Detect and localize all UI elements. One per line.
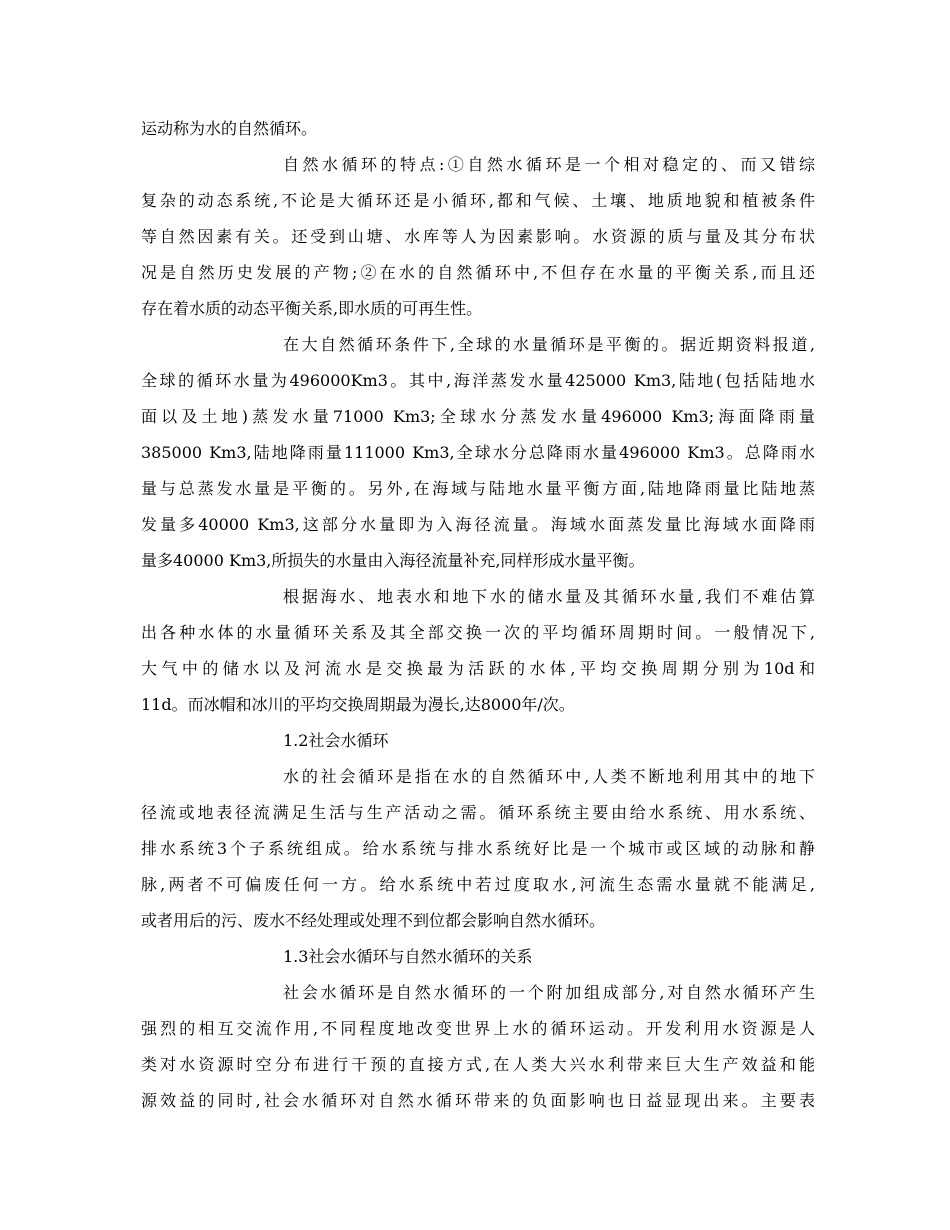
section-heading: 1.3社会水循环与自然水循环的关系	[283, 947, 533, 966]
document-body	[141, 111, 815, 1119]
text-line: 发量多40000 Km3,这部分水量即为入海径流量。海域水面蒸发量比海域水面降雨	[141, 515, 815, 534]
text-line: 面以及土地)蒸发水量71000 Km3;全球水分蒸发水量496000 Km3;海面降雨量	[141, 407, 815, 426]
text-line: 复杂的动态系统,不论是大循环还是小循环,都和气候、土壤、地质地貌和植被条件	[141, 191, 815, 210]
text-line: 强烈的相互交流作用,不同程度地改变世界上水的循环运动。开发利用水资源是人	[141, 1019, 815, 1038]
text-line: 或者用后的污、废水不经处理或处理不到位都会影响自然水循环。	[141, 911, 606, 930]
text-line: 出各种水体的水量循环关系及其全部交换一次的平均循环周期时间。一般情况下,	[141, 623, 815, 642]
text-line: 全球的循环水量为496000Km3。其中,海洋蒸发水量425000 Km3,陆地(包括陆地水	[141, 371, 815, 390]
text-line: 况是自然历史发展的产物;②在水的自然循环中,不但存在水量的平衡关系,而且还	[141, 263, 815, 282]
text-line: 量与总蒸发水量是平衡的。另外,在海域与陆地水量平衡方面,陆地降雨量比陆地蒸	[141, 479, 815, 498]
section-heading: 1.2社会水循环	[283, 731, 389, 750]
text-line: 量多40000 Km3,所损失的水量由入海径流量补充,同样形成水量平衡。	[141, 551, 645, 570]
text-line: 运动称为水的自然循环。	[141, 119, 318, 138]
text-line: 385000 Km3,陆地降雨量111000 Km3,全球水分总降雨水量496000 Km3。总降雨水	[141, 443, 815, 462]
text-line: 类对水资源时空分布进行干预的直接方式,在人类大兴水利带来巨大生产效益和能	[141, 1055, 815, 1074]
text-line: 根据海水、地表水和地下水的储水量及其循环水量,我们不难估算	[283, 587, 815, 606]
text-line: 11d。而冰帽和冰川的平均交换周期最为漫长,达8000年/次。	[141, 695, 575, 714]
text-line: 自然水循环的特点:①自然水循环是一个相对稳定的、而又错综	[283, 155, 815, 174]
text-line: 大气中的储水以及河流水是交换最为活跃的水体,平均交换周期分别为10d和	[141, 659, 815, 678]
text-line: 脉,两者不可偏废任何一方。给水系统中若过度取水,河流生态需水量就不能满足,	[141, 875, 815, 894]
text-line: 等自然因素有关。还受到山塘、水库等人为因素影响。水资源的质与量及其分布状	[141, 227, 815, 246]
text-line: 存在着水质的动态平衡关系,即水质的可再生性。	[141, 299, 483, 318]
text-line: 水的社会循环是指在水的自然循环中,人类不断地利用其中的地下	[283, 767, 815, 786]
text-line: 排水系统3个子系统组成。给水系统与排水系统好比是一个城市或区域的动脉和静	[141, 839, 815, 858]
text-line: 在大自然循环条件下,全球的水量循环是平衡的。据近期资料报道,	[283, 335, 815, 354]
text-line: 径流或地表径流满足生活与生产活动之需。循环系统主要由给水系统、用水系统、	[141, 803, 815, 822]
text-line: 源效益的同时,社会水循环对自然水循环带来的负面影响也日益显现出来。主要表	[141, 1091, 815, 1110]
text-line: 社会水循环是自然水循环的一个附加组成部分,对自然水循环产生	[283, 983, 815, 1002]
